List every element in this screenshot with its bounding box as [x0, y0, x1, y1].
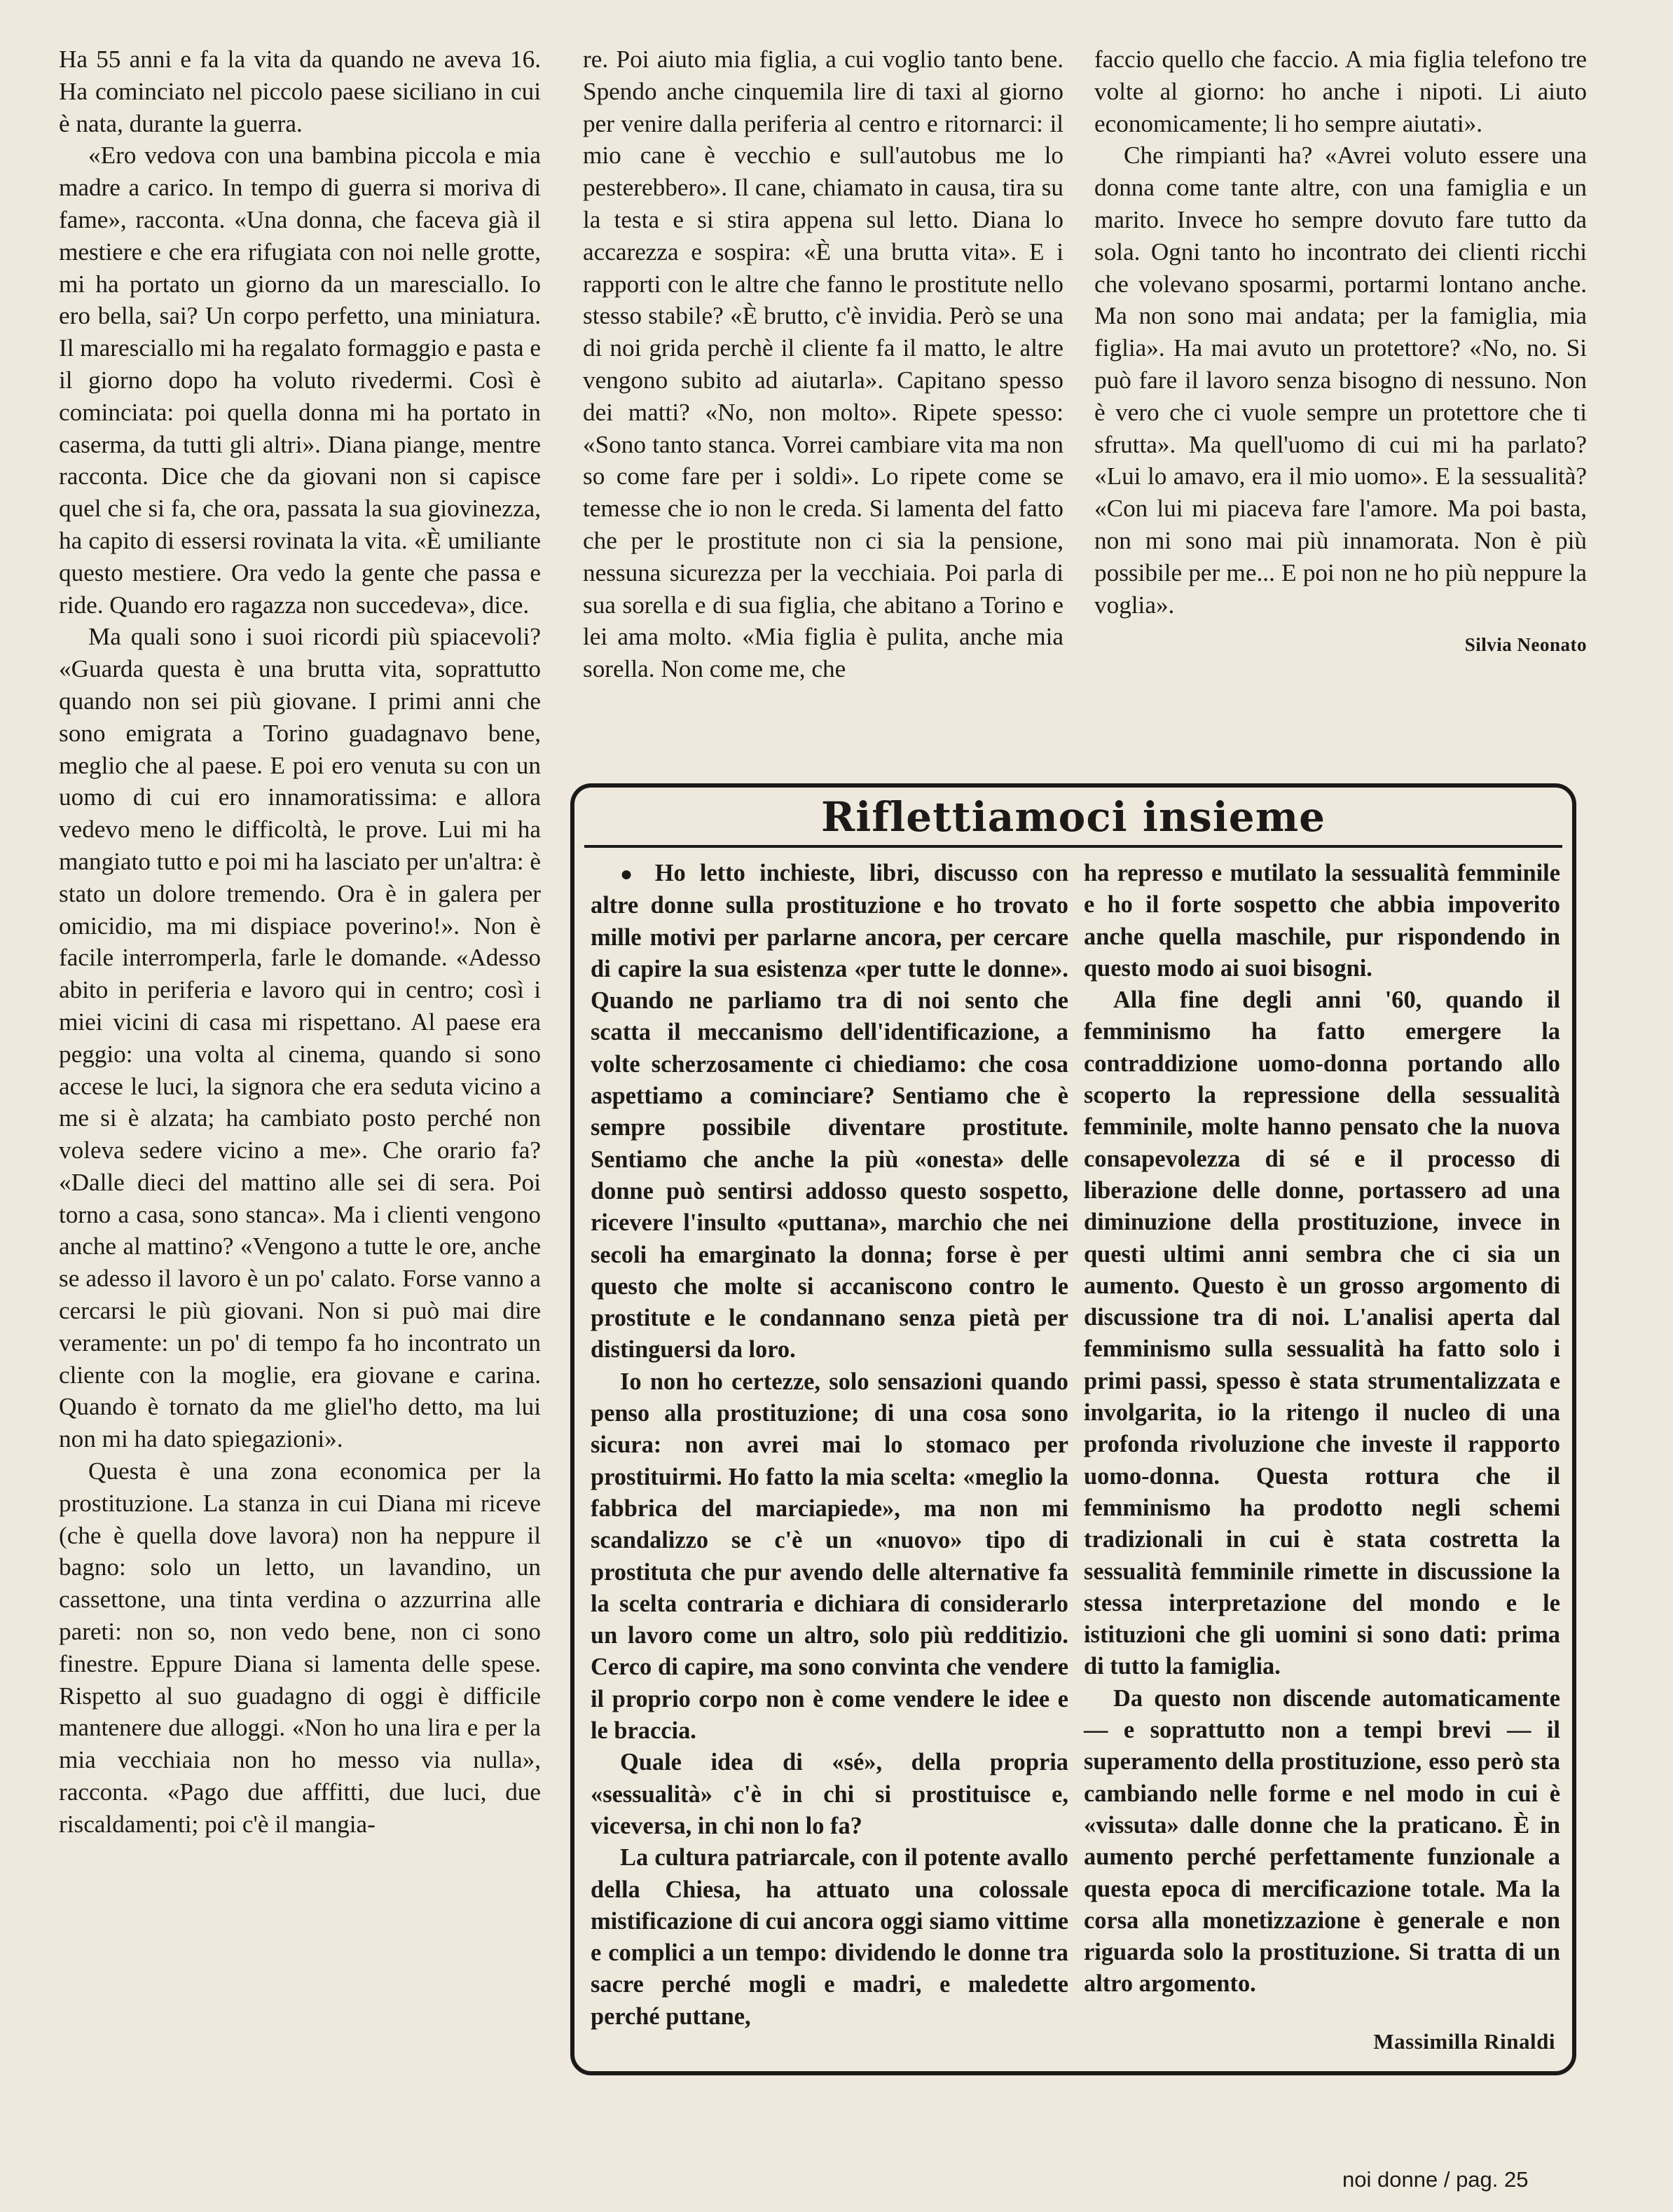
article-column-1 — [59, 43, 541, 1841]
sidebar-column-2 — [1084, 858, 1560, 2000]
sidebar-paragraph: Ho letto inchieste, libri, discusso con altre donne sulla prostituzione e ho trovato mille motivi per parlarne ancora, per cercare di capire la sua esistenza «per tutte le donne». Quando ne parliamo tra di noi sento che scatta il meccanismo dell'identificazione, a volte scherzosamente ci chiediamo: che cosa aspettiamo a cominciare? Sentiamo che è sempre possibile diventare prostitute. Sentiamo che anche la più «onesta» delle donne può sentirsi addosso questo sospetto, ricevere l'insulto «puttana», marchio che nei secoli ha emarginato la donna; forse è per questo che molte si accaniscono contro le prostitute e le condannano senza pietà per distinguersi da loro. — [591, 860, 1068, 1363]
article-paragraph: Questa è una zona economica per la prostituzione. La stanza in cui Diana mi riceve (che è quella dove lavora) non ha neppure il bagno: solo un letto, un lavandino, un cassettone, una tinta verdina o azzurrina alle pareti: non so, non vedo bene, non ci sono finestre. Eppure Diana si lamenta delle spese. Rispetto al suo guadagno di oggi è difficile mantenere due alloggi. «Non ho una lira e per la mia vecchiaia non ho messo via nulla», racconta. «Pago due afffitti, due luci, due riscaldamenti; poi c'è il mangia- — [59, 1457, 541, 1838]
sidebar-paragraph: Da questo non discende automaticamente — e soprattutto non a tempi brevi — il superamento della prostituzione, esso però sta cambiando nelle forme e nel modo in cui è «vissuta» dalle donne che la praticano. È in aumento perché perfettamente funzionale a questa epoca di mercificazione totale. Ma la corsa alla monetizzazione è generale e non riguarda solo la prostituzione. Si tratta di un altro argomento. — [1084, 1684, 1560, 1998]
footer-separator: / — [1443, 2167, 1450, 2192]
article-paragraph: faccio quello che faccio. A mia figlia telefono tre volte al giorno: ho anche i nipoti. Li aiuto economicamente; li ho sempre aiutati». — [1094, 46, 1587, 137]
article-paragraph: Ma quali sono i suoi ricordi più spiacevoli? «Guarda questa è una brutta vita, soprattutto quando non sei più giovane. I primi anni che sono emigrata a Torino guadagnavo bene, meglio che al paese. E poi ero venuta su con un uomo di cui ero innamoratissima: e allora vedevo meno le difficoltà, le prove. Lui mi ha mangiato tutto e poi mi ha lasciato per un'altra: è stato un dolore tremendo. Ora è in galera per omicidio, ma mi dispiace poverino!». Non è facile interromperla, farle le domande. «Adesso abito in periferia e lavoro qui in centro; così i miei vicini di casa mi rispettano. Al paese era peggio: una volta al cinema, quando si sono accese le luci, la signora che era seduta vicino a me si è alzata; ha cambiato posto perché non voleva sedere vicino a me». Che orario fa? «Dalle dieci del mattino alle sei di sera. Poi torno a casa, sono stanca». Ma i clienti vengono anche al mattino? «Vengono a tutte le ore, anche se adesso il lavoro è un po' calato. Forse vanno a cercarsi le più giovani. Non si può mai dire veramente: un po' di tempo fa ho incontrato un cliente con la moglie, era giovane e carina. Quando è tornato da me gliel'ho detto, ma lui non mi ha dato spiegazioni». — [59, 623, 541, 1453]
bullet-icon: ● — [620, 863, 641, 886]
page-number: pag. 25 — [1456, 2167, 1529, 2192]
article-paragraph: Ha 55 anni e fa la vita da quando ne aveva 16. Ha cominciato nel piccolo paese siciliano in cui è nata, durante la guerra. — [59, 46, 541, 137]
sidebar-author: Massimilla Rinaldi — [1373, 2029, 1555, 2054]
article-column-3 — [1094, 43, 1587, 661]
page-footer — [1342, 2167, 1529, 2192]
sidebar-column-1 — [591, 858, 1068, 2033]
sidebar-paragraph: ha represso e mutilato la sessualità femminile e ho il forte sospetto che abbia impoverito anche quella maschile, pur rispondendo in questo modo ai suoi bisogni. — [1084, 860, 1560, 982]
article-paragraph: «Ero vedova con una bambina piccola e mia madre a carico. In tempo di guerra si moriva di fame», racconta. «Una donna, che faceva già il mestiere e che era rifugiata con noi nelle grotte, mi ha portato un giorno da un maresciallo. Io ero bella, sai? Un corpo perfetto, una miniatura. Il maresciallo mi ha regalato formaggio e pasta e il giorno dopo ha voluto rivedermi. Così è cominciata: poi quella donna mi ha portato in caserma, da tutti gli altri». Diana piange, mentre racconta. Dice che da giovani non si capisce quel che si fa, che ora, passata la sua giovinezza, ha capito di essersi rovinata la vita. «È umiliante questo mestiere. Ora vedo la gente che passa e ride. Quando ero ragazza non succedeva», dice. — [59, 142, 541, 619]
sidebar-title: Riflettiamoci insieme — [821, 793, 1326, 841]
sidebar-paragraph: Quale idea di «sé», della propria «sessualità» c'è in chi si prostituisce e, viceversa, in chi non lo fa? — [591, 1749, 1068, 1839]
sidebar-paragraph: La cultura patriarcale, con il potente avallo della Chiesa, ha attuato una colossale mistificazione di cui ancora oggi siamo vittime e complici a un tempo: dividendo le donne tra sacre perché mogli e madri, e maledette perché puttane, — [591, 1844, 1068, 2030]
sidebar-paragraph: Io non ho certezze, solo sensazioni quando penso alla prostituzione; di una cosa sono sicura: non avrei mai lo stomaco per prostituirmi. Ho fatto la mia scelta: «meglio la fabbrica del marciapiede», ma non mi scandalizzo se c'è un «nuovo» tipo di prostituta che pur avendo delle alternative fa la scelta contraria e dichiara di considerarlo un lavoro come un altro, solo più redditizio. Cerco di capire, ma sono convinta che vendere il proprio corpo non è come vendere le idee e le braccia. — [591, 1368, 1068, 1745]
article-author: Silvia Neonato — [1464, 634, 1587, 656]
article-paragraph: Che rimpianti ha? «Avrei voluto essere una donna come tante altre, con una famiglia e un marito. Invece ho sempre dovuto fare tutto da sola. Ogni tanto ho incontrato dei clienti ricchi che volevano sposarmi, portarmi lontano anche. Ma non sono mai andata; per la famiglia, mia figlia». Ha mai avuto un protettore? «No, no. Si può fare il lavoro senza bisogno di nessuno. Non è vero che ci vuole sempre un protettore che ti sfrutta». Ma quell'uomo di cui mi ha parlato? «Lui lo amavo, era il mio uomo». E la sessualità? «Con lui mi piaceva fare l'amore. Ma poi basta, non mi sono mai più innamorata. Non è più possibile per me... E poi non ne ho più neppure la voglia». — [1094, 142, 1587, 619]
article-column-2 — [583, 43, 1063, 685]
sidebar-title-rule — [584, 845, 1562, 848]
publication-name: noi donne — [1342, 2167, 1438, 2192]
article-paragraph: re. Poi aiuto mia figlia, a cui voglio tanto bene. Spendo anche cinquemila lire di taxi al giorno per venire dalla periferia al centro e ritornarci: il mio cane è vecchio e sull'autobus me lo pesterebbero». Il cane, chiamato in causa, tira su la testa e si stira appena sul letto. Diana lo accarezza e sospira: «È una brutta vita». E i rapporti con le altre che fanno le prostitute nello stesso stabile? «È brutto, c'è invidia. Però se una di noi grida perchè il cliente fa il matto, le altre vengono subito ad aiutarla». Capitano spesso dei matti? «No, non molto». Ripete spesso: «Sono tanto stanca. Vorrei cambiare vita ma non so come fare per i soldi». Lo ripete come se temesse che io non le creda. Si lamenta del fatto che per le prostitute non ci sia la pensione, nessuna sicurezza per la vecchiaia. Poi parla di sua sorella e di sua figlia, che abitano a Torino e lei ama molto. «Mia figlia è pulita, anche mia sorella. Non come me, che — [583, 46, 1063, 683]
sidebar-paragraph: Alla fine degli anni '60, quando il femminismo ha fatto emergere la contraddizione uomo-donna portando allo scoperto la repressione della sessualità femminile, molte hanno pensato che la nuova consapevolezza di sé e il processo di liberazione delle donne, portassero ad una diminuzione della prostituzione, invece in questi ultimi anni sembra che ci sia un aumento. Questo è un grosso argomento di discussione tra di noi. L'analisi aperta dal femminismo sulla sessualità ha fatto solo i primi passi, spesso è stata strumentalizzata e involgarita, io la ritengo il nucleo di una profonda rivoluzione che investe il rapporto uomo-donna. Questa rottura che il femminismo ha prodotto negli schemi tradizionali in cui è stata costretta la sessualità femminile rimette in discussione la stessa interpretazione del mondo e le istituzioni che gli uomini si sono dati: prima di tutto la famiglia. — [1084, 987, 1560, 1680]
